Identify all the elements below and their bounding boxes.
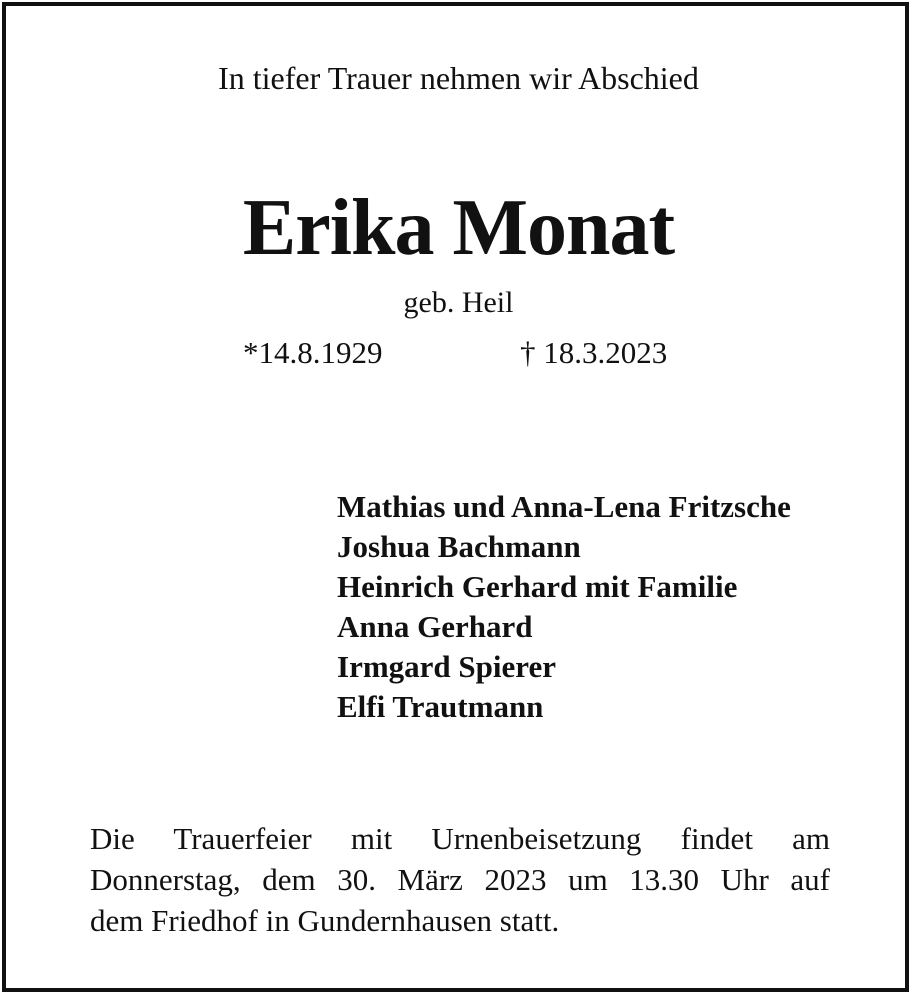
mourner-name: Mathias und Anna-Lena Fritzsche: [337, 489, 791, 524]
mourners-list: [337, 487, 791, 727]
service-announcement: [90, 818, 830, 941]
deceased-name: Erika Monat: [242, 184, 675, 272]
service-line: Die Trauerfeier mit Urnenbeisetzung findet am: [90, 821, 830, 856]
mourner-name: Joshua Bachmann: [337, 529, 581, 564]
birth-name: geb. Heil: [403, 286, 514, 319]
death-date: † 18.3.2023: [520, 335, 668, 370]
mourner-name: Elfi Trautmann: [337, 689, 544, 724]
service-line: dem Friedhof in Gundernhausen statt.: [90, 903, 560, 938]
intro-text: In tiefer Trauer nehmen wir Abschied: [218, 60, 699, 96]
mourner-name: Heinrich Gerhard mit Familie: [337, 569, 738, 604]
service-line: Donnerstag, dem 30. März 2023 um 13.30 Uhr auf: [90, 862, 830, 897]
mourner-name: Anna Gerhard: [337, 609, 533, 644]
birth-date: *14.8.1929: [243, 335, 383, 370]
mourner-name: Irmgard Spierer: [337, 649, 556, 684]
